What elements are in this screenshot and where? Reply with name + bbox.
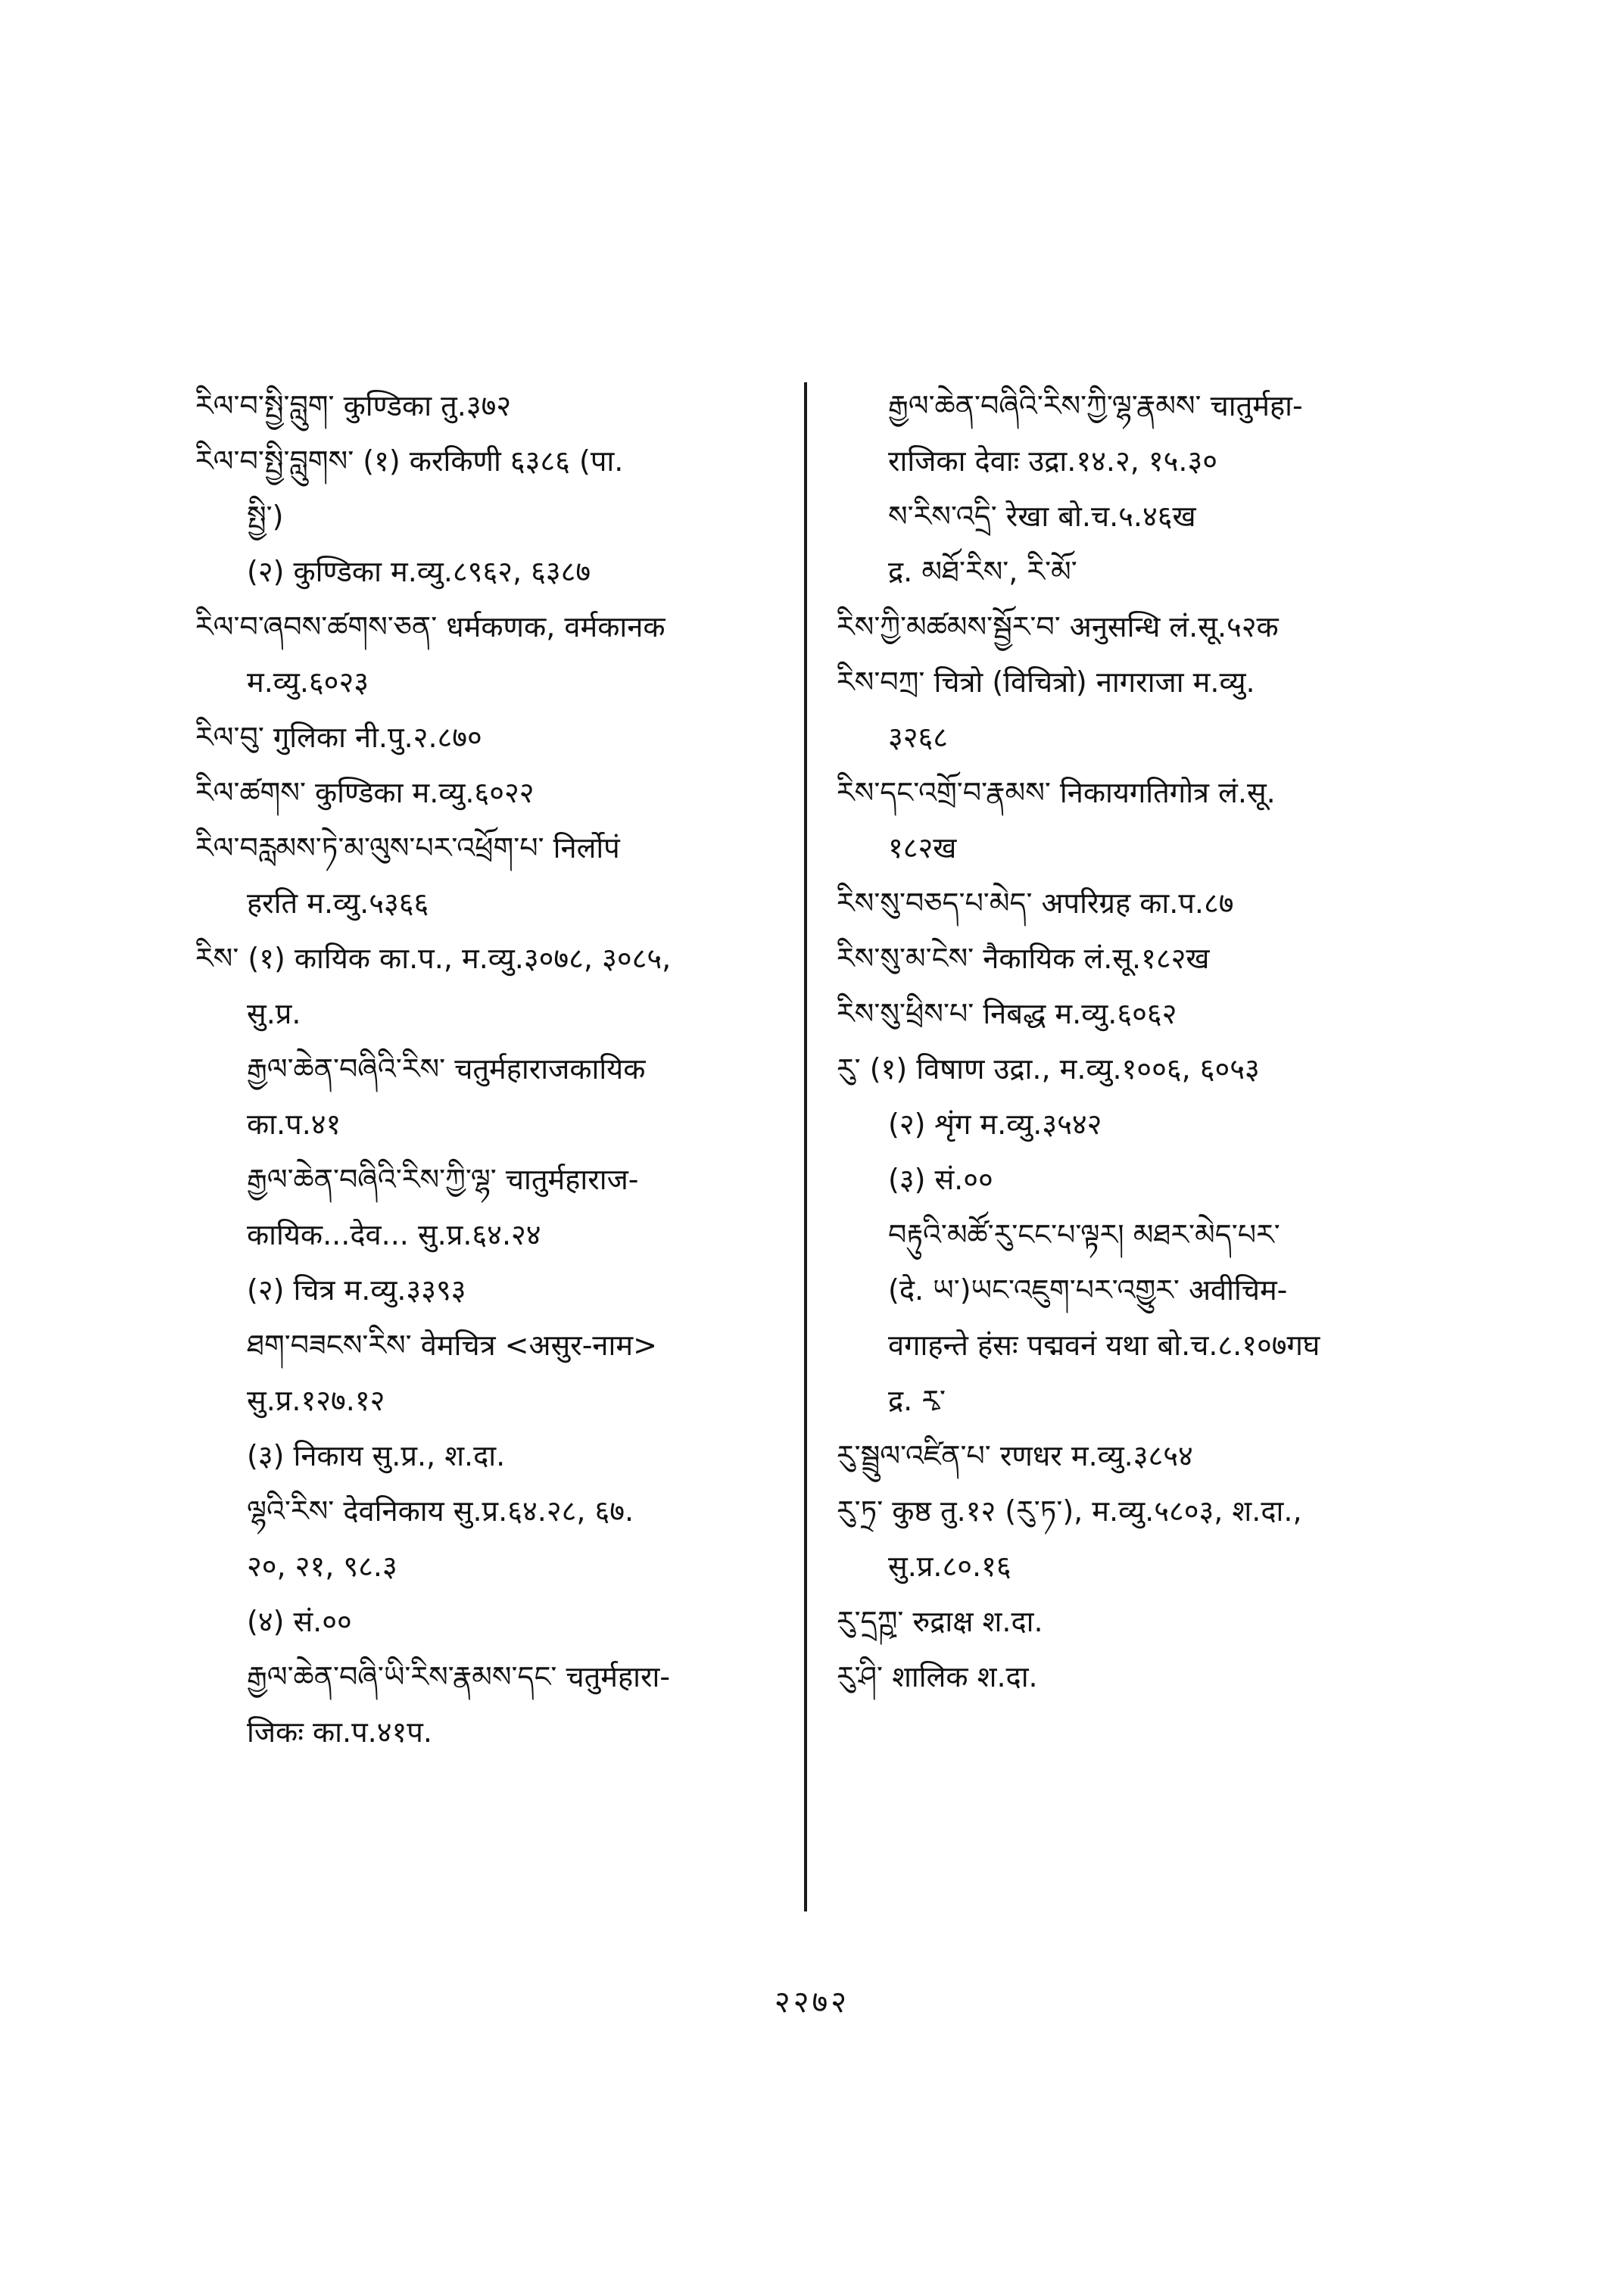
entry-continuation-line: རྒྱལ་ཆེན་བཞིའི་རིས་ चतुर्महाराजकायिक <box>247 1052 646 1086</box>
entry-headword-line: རིལ་བ་སྤྱི་བླུག་ कुण्डिका तु.३७२ <box>195 389 512 422</box>
entry-headword-line: རུ་སྦྲུལ་འཛིན་པ་ रणधर म.व्यु.३८५४ <box>837 1439 1193 1472</box>
entry-headword-line: རིལ་བུ་ गुलिका नी.पु.२.८७० <box>195 721 482 754</box>
entry-continuation-line: वगाहन्ते हंसः पद्मवनं यथा बो.च.८.१०७गघ <box>888 1329 1320 1362</box>
entry-continuation-line: ཐག་བཟངས་རིས་ वेमचित्र <असुर-नाम> <box>247 1329 657 1362</box>
entry-continuation-line: हरति म.व्यु.५३६६ <box>247 886 429 920</box>
column-divider <box>804 382 807 1911</box>
entry-continuation-line: सु.प्र.१२७.१२ <box>247 1384 385 1417</box>
entry-headword-line: རིལ་བ་སྤྱི་བླུགས་ (१) करकिणी ६३८६ (पा. <box>195 444 624 478</box>
entry-continuation-line: ३२६८ <box>888 721 949 754</box>
entry-continuation-line: (३) सं.०० <box>888 1163 993 1196</box>
entry-continuation-line: कायिक...देव... सु.प्र.६४.२४ <box>247 1218 541 1251</box>
entry-headword-line: རིས་དང་འགྲོ་བ་རྣམས་ निकायगतिगोत्र लं.सू. <box>837 776 1276 809</box>
entry-continuation-line: राजिका देवाः उद्रा.१४.२, १५.३० <box>888 444 1217 478</box>
entry-headword-line: རུ་དྲཀྵ་ रुद्राक्ष श.दा. <box>837 1605 1043 1638</box>
entry-continuation-line: (३) निकाय सु.प्र., श.दा. <box>247 1439 506 1472</box>
entry-continuation-line: सु.प्र.८०.१६ <box>888 1550 1011 1583</box>
entry-headword-line: རུ་ (१) विषाण उद्रा., म.व्यु.१००६, ६०५३ <box>837 1052 1260 1086</box>
entry-continuation-line: (४) सं.०० <box>247 1605 352 1638</box>
entry-continuation-line: རྒྱལ་ཆེན་བཞིའི་རིས་ཀྱི་ལྷ་རྣམས་ चातुर्महा- <box>888 389 1303 422</box>
left-column <box>195 379 786 1760</box>
entry-continuation-line: (२) चित्र म.व्यु.३३९३ <box>247 1273 466 1307</box>
entry-continuation-line: རྒྱལ་ཆེན་བཞི་ཡི་རིས་རྣམས་དང་ चतुर्महारा- <box>247 1660 671 1693</box>
entry-headword-line: རིས་ཀྱི་མཚམས་སྦྱོར་བ་ अनुसन्धि लं.सू.५२क <box>837 610 1279 643</box>
entry-headword-line: རིས་སུ་ཕྲིས་པ་ निबद्ध म.व्यु.६०६२ <box>837 997 1177 1030</box>
entry-continuation-line: द्र. མཐོ་རིས་, རི་མོ་ <box>888 555 1077 588</box>
entry-continuation-line: ས་རིས་འདྲི་ रेखा बो.च.५.४६ख <box>888 500 1196 533</box>
entry-headword-line: རུ་ཤི་ शालिक श.दा. <box>837 1660 1038 1693</box>
entry-continuation-line: (२) कुण्डिका म.व्यु.८९६२, ६३८७ <box>247 555 591 588</box>
page-number: २२७२ <box>774 1985 850 2020</box>
entry-continuation-line: (२) शृंग म.व्यु.३५४२ <box>888 1108 1102 1141</box>
entry-headword-line: རིལ་བ་ཞབས་ཚགས་ཅན་ धर्मकणक, वर्मकानक <box>195 610 665 643</box>
right-column <box>837 379 1457 1705</box>
entry-continuation-line: २०, २१, ९८.३ <box>247 1550 397 1583</box>
entry-headword-line: རིས་བཀྲ་ चित्रो (विचित्रो) नागराजा म.व्यु. <box>837 665 1255 699</box>
entry-headword-line: རུ་ཏྲ་ कुष्ठ तु.१२ (རུ་ཏ་), म.व्यु.५८०३, श.दा., <box>837 1494 1302 1528</box>
entry-continuation-line: का.प.४१ <box>247 1108 341 1141</box>
entry-continuation-line: རྒྱལ་ཆེན་བཞིའི་རིས་ཀྱི་ལྷ་ चातुर्महाराज- <box>247 1163 639 1196</box>
entry-continuation-line: ལྷའི་རིས་ देवनिकाय सु.प्र.६४.२८, ६७. <box>247 1494 634 1528</box>
entry-headword-line: རིས་ (१) कायिक का.प., म.व्यु.३०७८, ३०८५, <box>195 942 672 975</box>
entry-continuation-line: སྤྱི་) <box>247 500 284 533</box>
entry-continuation-line: १८२ख <box>888 831 957 865</box>
entry-continuation-line: सु.प्र. <box>247 997 301 1030</box>
entry-continuation-line: द्र. རྭ་ <box>888 1384 946 1417</box>
entry-continuation-line: जिकः का.प.४१प. <box>247 1715 432 1749</box>
entry-continuation-line: (दे. ཡ་)ཡང་འཇུག་པར་འགྱུར་ अवीचिम- <box>888 1273 1288 1307</box>
entry-headword-line: རིལ་ཚགས་ कुण्डिका म.व्यु.६०२२ <box>195 776 535 809</box>
entry-continuation-line: म.व्यु.६०२३ <box>247 665 369 699</box>
entry-headword-line: རིས་སུ་མ་ངེས་ नैकायिक लं.सू.१८२ख <box>837 942 1210 975</box>
entry-headword-line: རིས་སུ་བཅད་པ་མེད་ अपरिग्रह का.प.८७ <box>837 886 1234 920</box>
entry-headword-line: རིལ་བརླམས་ཏེ་མ་ལུས་པར་འཕྲོག་པ་ निर्लोपं <box>195 831 620 865</box>
entry-continuation-line: བརྟུའི་མཚོ་རུ་ངང་པ་ལྟར། མཐར་མེད་པར་ <box>888 1218 1280 1251</box>
